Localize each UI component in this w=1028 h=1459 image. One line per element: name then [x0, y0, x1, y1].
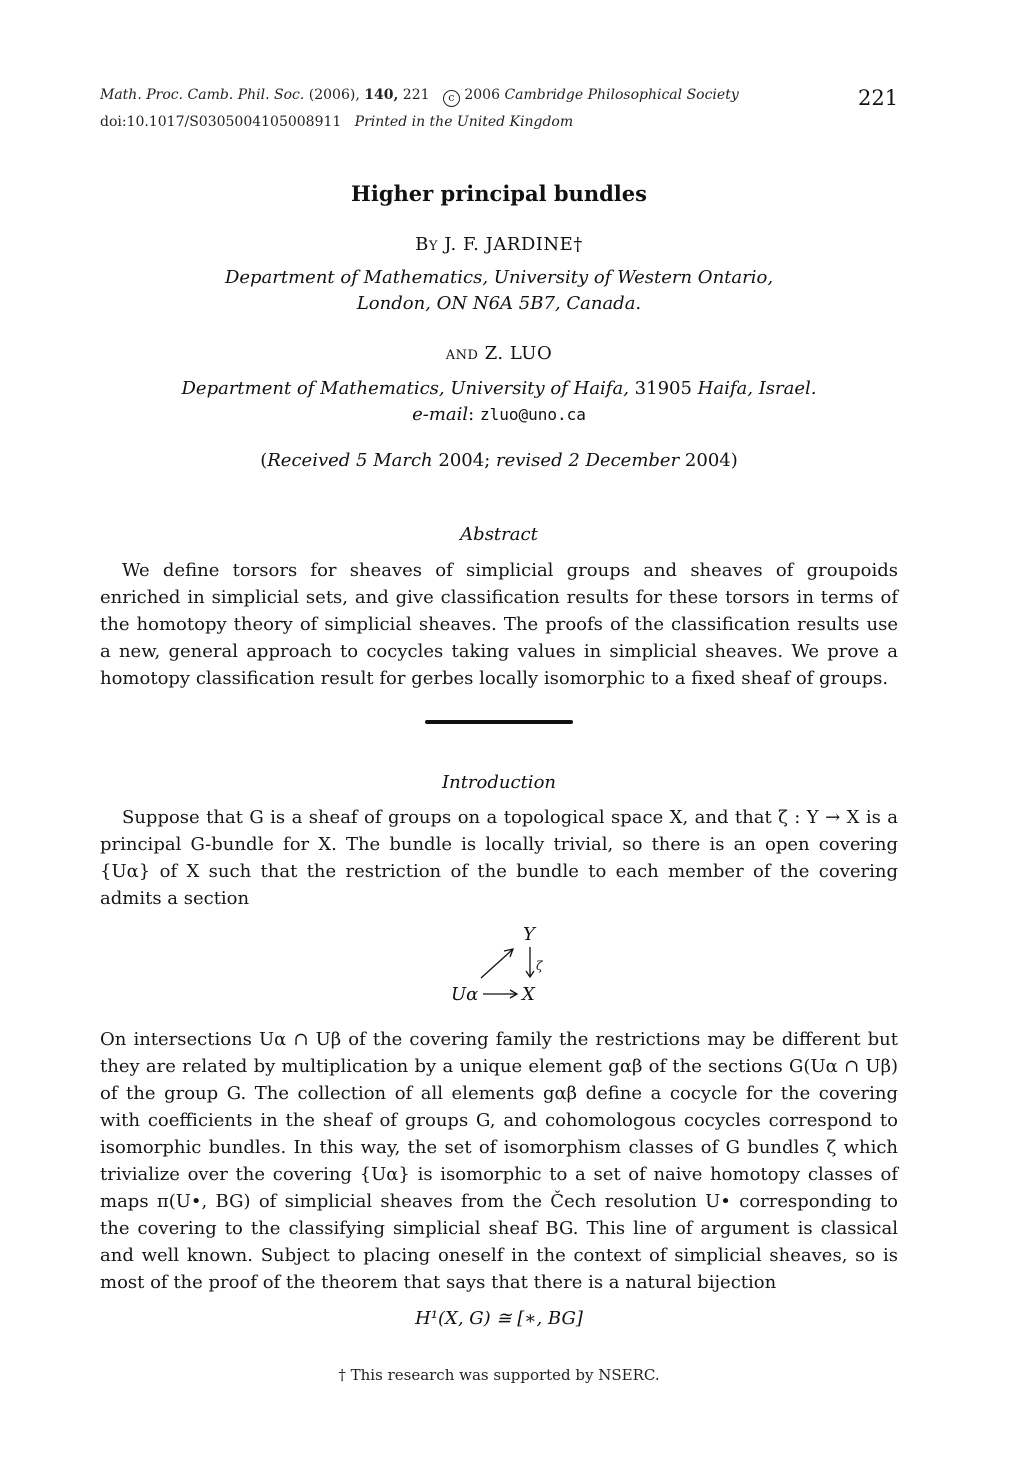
- printed-note: Printed in the United Kingdom: [354, 114, 574, 130]
- received-year: 2004;: [438, 450, 491, 471]
- diagram-map-label-zeta: ζ: [536, 959, 543, 973]
- introduction-heading: Introduction: [442, 772, 556, 793]
- intro-text-2: On intersections Uα ∩ Uβ of the covering family the restrictions may be different but they are related by multiplication by a unique element gαβ of the sections G(Uα ∩ Uβ) of the group G. The collection of all elements gαβ define a cocycle for the covering with coefficients in the sheaf of groups G, and cohomologous cocycles correspond to isomorphic bundles. In this way, the set of isomorphism classes of G bundles ζ which trivialize over the covering {Uα} is isomorphic to a set of naive homotopy classes of maps π(U•, BG) of simplicial sheaves from the Čech resolution U• corresponding to the covering to the classifying simplicial sheaf BG. This line of argument is classical and well known. Subject to placing oneself in the context of simplicial sheaves, so is most of the proof of the theorem that says that there is a natural bijection: [100, 1029, 898, 1293]
- doi[interactable]: doi:10.1017/S0305004105008911: [100, 114, 342, 130]
- email-label: e-mail: [412, 404, 469, 425]
- society-name: Cambridge Philosophical Society: [504, 87, 739, 103]
- received-date: 5 March: [356, 450, 433, 471]
- abstract-heading: Abstract: [460, 524, 538, 545]
- affiliation-line-2: London, ON N6A 5B7, Canada.: [356, 293, 642, 314]
- doi-line: [100, 115, 573, 129]
- by-label-full: By: [415, 234, 438, 255]
- received-dates: (Received 5 March 2004; revised 2 December 2004): [260, 450, 738, 471]
- affiliation-line: Department of Mathematics, University of Haifa, 31905 Haifa, Israel.: [181, 378, 817, 399]
- page-number: 221: [858, 86, 899, 110]
- copyright-year: 2006: [464, 87, 500, 103]
- section-diagram: [440, 920, 560, 1012]
- section-divider: [425, 720, 573, 724]
- author-name: Z. LUO: [484, 343, 553, 364]
- received-label: Received: [267, 450, 351, 471]
- and-label: and: [445, 343, 479, 364]
- affiliation-haifa: [100, 376, 898, 428]
- revised-date: 2 December: [568, 450, 680, 471]
- copyright-symbol: c: [443, 90, 460, 107]
- introduction-paragraph-2: [100, 1026, 898, 1296]
- email-link[interactable]: zluo@uno.ca: [479, 405, 586, 424]
- arrow-u-to-y: [481, 950, 512, 978]
- paper-title: Higher principal bundles: [351, 181, 647, 206]
- revised-year: 2004): [684, 450, 738, 471]
- journal-page: 221: [402, 87, 430, 103]
- journal-volume: 140,: [364, 87, 399, 103]
- bijection-formula: H¹(X, G) ≅ [∗, BG]: [415, 1308, 583, 1329]
- email-line: e-mail: zluo@uno.ca: [412, 404, 586, 425]
- abstract-body: [100, 557, 898, 692]
- affiliation-line-1: Department of Mathematics, University of Western Ontario,: [224, 267, 774, 288]
- abstract-text: We define torsors for sheaves of simplicial groups and sheaves of groupoids enriched in simplicial sets, and give classification results for these torsors in terms of the homotopy theory of simplicial sheaves. The proofs of the classification results use a new, general approach to cocycles taking values in simplicial sheaves. We prove a homotopy classification result for gerbes locally isomorphic to a fixed sheaf of groups.: [100, 560, 898, 689]
- author-luo: [100, 343, 898, 364]
- intro-text-1: Suppose that G is a sheaf of groups on a topological space X, and that ζ : Y → X is a principal G-bundle for X. The bundle is locally trivial, so there is an open covering {Uα} of X such that the restriction of the bundle to each member of the covering admits a section: [100, 807, 898, 909]
- introduction-paragraph-1: [100, 804, 898, 912]
- affiliation-western-ontario: [100, 265, 898, 317]
- author-jardine: [100, 234, 898, 255]
- journal-name: Math. Proc. Camb. Phil. Soc.: [100, 87, 305, 103]
- journal-citation-line: [100, 88, 739, 107]
- revised-label: revised: [496, 450, 563, 471]
- diagram-node-x: X: [522, 984, 535, 1005]
- diagram-node-u-alpha: Uα: [451, 984, 479, 1005]
- footnote: † This research was supported by NSERC.: [338, 1366, 660, 1384]
- diagram-node-y: Y: [523, 924, 535, 945]
- journal-year: (2006),: [308, 87, 360, 103]
- author-name: J. F. JARDINE†: [444, 234, 583, 255]
